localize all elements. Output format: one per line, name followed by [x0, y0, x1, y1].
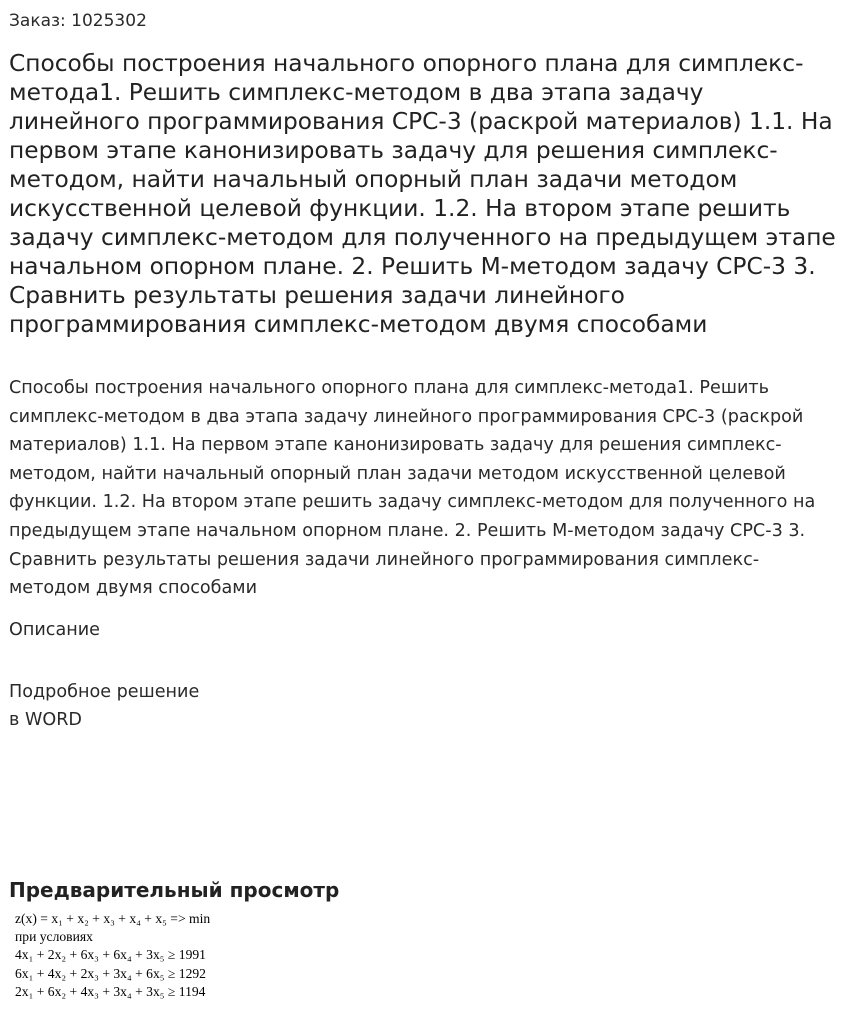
preview-document: [15, 910, 315, 1001]
preview-constraint-line: 4x₁ + 2x₂ + 6x₃ + 6x₄ + 3x₅ ≥ 1991: [15, 947, 206, 963]
task-description: Способы построения начального опорного плана для симплекс-метода1. Решить симплекс-методом в два этапа задачу линейного программирования СРС-3 (раскрой материалов) 1.1. На первом этапе канонизировать задачу для решения симплекс-методом, найти начальный опорный план задачи методом искусственной целевой функции. 1.2. На втором этапе решить задачу симплекс-методом для полученного на предыдущем этапе начальном опорном плане. 2. Решить М-методом задачу СРС-3 3. Сравнить результаты решения задачи линейного программирования симплекс-методом двумя способами: [9, 378, 816, 599]
solution-format: [9, 678, 309, 734]
order-number: Заказ: 1025302: [9, 11, 147, 31]
preview-heading: Предварительный просмотр: [9, 878, 340, 902]
preview-constraint-line: 6x₁ + 4x₂ + 2x₃ + 3x₄ + 6x₅ ≥ 1292: [15, 965, 206, 981]
preview-conditions-label: при условиях: [15, 929, 93, 945]
task-title: Способы построения начального опорного плана для симплекс-метода1. Решить симплекс-методом в два этапа задачу линейного программирования СРС-3 (раскрой материалов) 1.1. На первом этапе канонизировать задачу для решения симплекс-методом, найти начальный опорный план задачи методом искусственной целевой функции. 1.2. На втором этапе решить задачу симплекс-методом для полученного на предыдущем этапе начальном опорном плане. 2. Решить М-методом задачу СРС-3 3. Сравнить результаты решения задачи линейного программирования симплекс-методом двумя способами: [9, 50, 836, 338]
description-heading: Описание: [9, 620, 101, 640]
solution-format-line-2: в WORD: [9, 710, 82, 730]
preview-objective-line: z(x) = x₁ + x₂ + x₃ + x₄ + x₅ => min: [15, 911, 211, 926]
preview-constraint-line: 2x₁ + 6x₂ + 4x₃ + 3x₄ + 3x₅ ≥ 1194: [15, 983, 206, 999]
solution-format-line-1: Подробное решение: [9, 682, 200, 702]
